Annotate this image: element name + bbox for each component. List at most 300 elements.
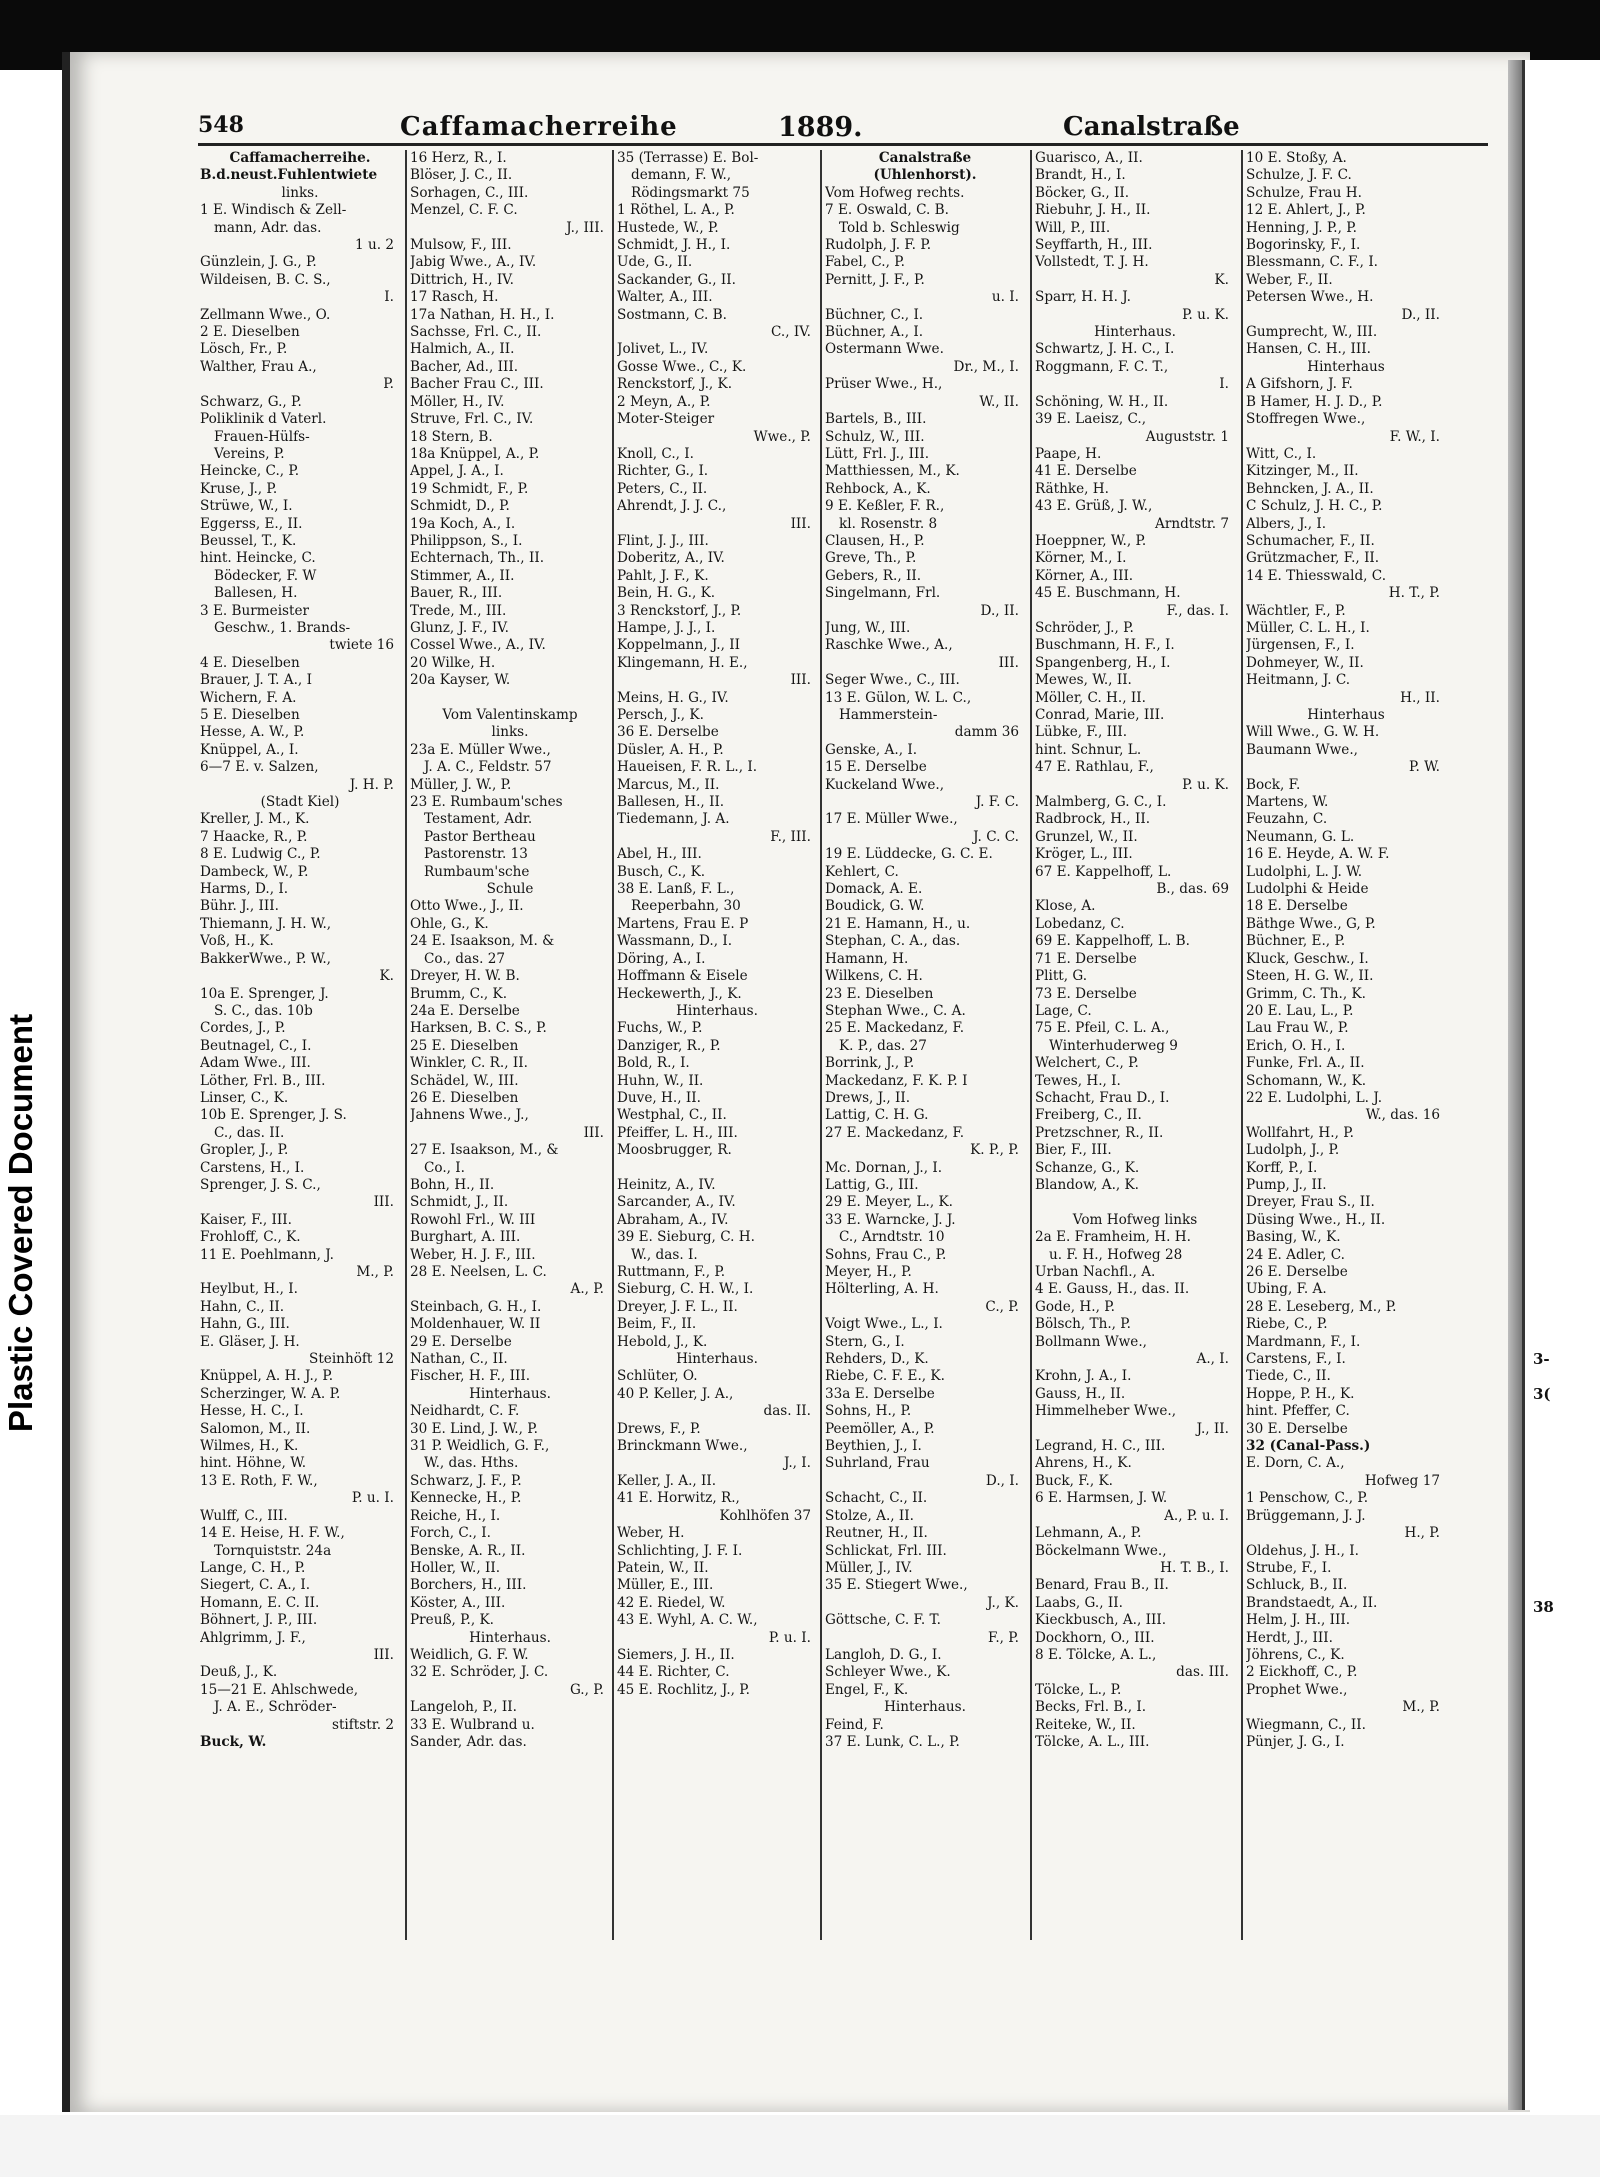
directory-entry: 20 E. Lau, L., P. — [1246, 1002, 1354, 1019]
directory-entry: Bartels, B., III. — [825, 411, 927, 428]
directory-entry: Ahlgrimm, J. F., — [200, 1629, 306, 1646]
directory-entry: 36 E. Derselbe — [617, 724, 719, 741]
directory-entry: Doberitz, A., IV. — [617, 550, 725, 567]
directory-entry: Moldenhauer, W. II — [410, 1316, 541, 1333]
directory-entry: Abraham, A., IV. — [617, 1211, 729, 1228]
directory-entry: Körner, M., I. — [1035, 550, 1127, 567]
directory-entry: Radbrock, H., II. — [1035, 811, 1151, 828]
directory-entry: Weidlich, G. F. W. — [410, 1646, 529, 1663]
directory-entry: Mc. Dornan, J., I. — [825, 1159, 943, 1176]
directory-entry: Kehlert, C. — [825, 863, 899, 880]
directory-entry: 32 E. Schröder, J. C. — [410, 1664, 549, 1681]
directory-entry: Schulz, W., III. — [825, 428, 925, 445]
directory-entry: Prüser Wwe., H., — [825, 376, 943, 393]
directory-entry: Forch, C., I. — [410, 1525, 491, 1542]
directory-entry: Mulsow, F., III. — [410, 237, 512, 254]
directory-entry: Preuß, P., K. — [410, 1612, 494, 1629]
directory-entry: Kluck, Geschw., I. — [1246, 950, 1369, 967]
directory-entry: Böckelmann Wwe., — [1035, 1542, 1167, 1559]
directory-entry: 42 E. Riedel, W. — [617, 1594, 726, 1611]
directory-entry: links. — [281, 184, 319, 201]
directory-entry: Schumacher, F., II. — [1246, 532, 1375, 549]
directory-entry: Blessmann, C. F., I. — [1246, 254, 1379, 271]
directory-entry: Ubing, F. A. — [1246, 1281, 1327, 1298]
directory-entry: Borrink, J., P. — [825, 1055, 915, 1072]
directory-entry: Langeloh, P., II. — [410, 1699, 517, 1716]
directory-entry: 69 E. Kappelhoff, L. B. — [1035, 933, 1190, 950]
directory-entry: 37 E. Lunk, C. L., P. — [825, 1733, 960, 1750]
directory-entry: 6—7 E. v. Salzen, — [200, 759, 319, 776]
directory-entry: Plitt, G. — [1035, 968, 1088, 985]
scanner-background-bottom — [0, 2115, 1600, 2177]
directory-entry: F., III. — [770, 828, 811, 845]
directory-entry: Knoll, C., I. — [617, 445, 695, 462]
directory-entry: J., K. — [987, 1594, 1019, 1611]
directory-entry: Bödecker, F. W — [214, 567, 317, 584]
directory-entry: Richter, G., I. — [617, 463, 709, 480]
directory-entry: Spangenberg, H., I. — [1035, 654, 1171, 671]
directory-entry: W., II. — [979, 393, 1019, 410]
directory-entry: Legrand, H. C., III. — [1035, 1438, 1166, 1455]
directory-entry: 35 E. Stiegert Wwe., — [825, 1577, 968, 1594]
directory-entry: 67 E. Kappelhoff, L. — [1035, 863, 1172, 880]
directory-entry: Hinterhaus. — [469, 1385, 551, 1402]
directory-entry: Auguststr. 1 — [1145, 428, 1229, 445]
directory-entry: Peters, C., II. — [617, 480, 708, 497]
directory-entry: Frohloff, C., K. — [200, 1229, 301, 1246]
directory-entry: Henning, J. P., P. — [1246, 219, 1357, 236]
directory-entry: B Hamer, H. J. D., P. — [1246, 393, 1383, 410]
directory-entry: Harms, D., I. — [200, 881, 289, 898]
directory-entry: Räthke, H. — [1035, 480, 1109, 497]
directory-entry: 7 Haacke, R., P. — [200, 828, 308, 845]
directory-entry: 26 E. Dieselben — [410, 1089, 519, 1106]
directory-entry: Gode, H., P. — [1035, 1298, 1115, 1315]
directory-entry: Oldehus, J. H., I. — [1246, 1542, 1359, 1559]
directory-entry: Carstens, H., I. — [200, 1159, 305, 1176]
directory-entry: Brauer, J. T. A., I — [200, 672, 312, 689]
directory-entry: J. A. C., Feldstr. 57 — [424, 759, 552, 776]
directory-entry: Benske, A. R., II. — [410, 1542, 526, 1559]
directory-entry: M., P. — [1402, 1699, 1440, 1716]
directory-entry: 10b E. Sprenger, J. S. — [200, 1107, 347, 1124]
directory-entry: Hinterhaus. — [469, 1629, 551, 1646]
directory-entry: 41 E. Derselbe — [1035, 463, 1137, 480]
directory-entry: Menzel, C. F. C. — [410, 202, 518, 219]
directory-entry: Kaiser, F., III. — [200, 1211, 292, 1228]
left-running-title: Caffamacherreihe — [400, 112, 678, 142]
directory-entry: Hustede, W., P. — [617, 219, 719, 236]
directory-entry: Stephan, C. A., das. — [825, 933, 961, 950]
directory-entry: Knüppel, A., I. — [200, 741, 299, 758]
directory-entry: Benard, Frau B., II. — [1035, 1577, 1169, 1594]
directory-entry: Klingemann, H. E., — [617, 654, 748, 671]
directory-entry: Stimmer, A., II. — [410, 567, 515, 584]
directory-entry: Reutner, H., II. — [825, 1525, 928, 1542]
directory-entry: III. — [790, 515, 811, 532]
directory-entry: Löther, Frl. B., III. — [200, 1072, 326, 1089]
directory-entry: Schanze, G., K. — [1035, 1159, 1140, 1176]
directory-entry: Deuß, J., K. — [200, 1664, 278, 1681]
directory-entry: Schlickat, Frl. III. — [825, 1542, 947, 1559]
directory-entry: 23 E. Rumbaum'sches — [410, 794, 563, 811]
directory-entry: Pernitt, J. F., P. — [825, 271, 925, 288]
directory-entry: Struve, Frl. C., IV. — [410, 411, 534, 428]
directory-entry: Suhrland, Frau — [825, 1455, 930, 1472]
directory-entry: Heinitz, A., IV. — [617, 1176, 716, 1193]
directory-entry: Gumprecht, W., III. — [1246, 324, 1378, 341]
directory-entry: Schluck, B., II. — [1246, 1577, 1348, 1594]
directory-entry: Canalstraße — [878, 150, 972, 166]
directory-entry: Duve, H., II. — [617, 1089, 701, 1106]
directory-entry: Grimm, C. Th., K. — [1246, 985, 1366, 1002]
directory-entry: J. C. C. — [973, 828, 1019, 845]
directory-entry: Hoeppner, W., P. — [1035, 532, 1147, 549]
directory-entry: H., II. — [1400, 689, 1440, 706]
directory-entry: Steinbach, G. H., I. — [410, 1298, 542, 1315]
directory-entry: Sohns, H., P. — [825, 1403, 912, 1420]
directory-entry: Schöning, W. H., II. — [1035, 393, 1169, 410]
directory-entry: 1 Röthel, L. A., P. — [617, 202, 735, 219]
directory-entry: 13 E. Roth, F. W., — [200, 1472, 318, 1489]
page-edge — [1508, 60, 1522, 2110]
directory-entry: Beutnagel, C., I. — [200, 1037, 312, 1054]
directory-entry: Döring, A., I. — [617, 950, 706, 967]
directory-entry: Himmelheber Wwe., — [1035, 1403, 1177, 1420]
directory-entry: Rowohl Frl., W. III — [410, 1211, 536, 1228]
directory-entry: Korff, P., I. — [1246, 1159, 1318, 1176]
directory-entry: das. II. — [763, 1403, 811, 1420]
directory-entry: hint. Heincke, C. — [200, 550, 316, 567]
column-2 — [410, 150, 610, 1940]
directory-entry: 13 E. Gülon, W. L. C., — [825, 689, 972, 706]
directory-entry: P. W. — [1409, 759, 1440, 776]
directory-entry: W., das. 16 — [1365, 1107, 1440, 1124]
directory-entry: Gosse Wwe., C., K. — [617, 358, 747, 375]
directory-entry: 17 E. Müller Wwe., — [825, 811, 958, 828]
directory-entry: 14 E. Thiesswald, C. — [1246, 567, 1387, 584]
directory-entry: 22 E. Ludolphi, L. J. — [1246, 1089, 1383, 1106]
directory-entry: 3 Renckstorf, J., P. — [617, 602, 742, 619]
directory-entry: Steen, H. G. W., II. — [1246, 968, 1374, 985]
directory-entry: J., III. — [566, 219, 604, 236]
directory-entry: Grunzel, W., II. — [1035, 828, 1138, 845]
directory-entry: Böcker, G., II. — [1035, 184, 1130, 201]
directory-entry: Kreller, J. M., K. — [200, 811, 310, 828]
directory-entry: Mackedanz, F. K. P. I — [825, 1072, 968, 1089]
directory-entry: Winterhuderweg 9 — [1049, 1037, 1178, 1054]
directory-entry: Will, P., III. — [1035, 219, 1111, 236]
directory-entry: Brüggemann, J. J. — [1246, 1507, 1366, 1524]
directory-entry: 16 Herz, R., I. — [410, 150, 507, 166]
directory-entry: Malmberg, G. C., I. — [1035, 794, 1167, 811]
directory-entry: Westphal, C., II. — [617, 1107, 727, 1124]
directory-entry: Bölsch, Th., P. — [1035, 1316, 1132, 1333]
directory-entry: 5 E. Dieselben — [200, 707, 300, 723]
directory-entry: Wulff, C., III. — [200, 1507, 288, 1524]
directory-entry: C., IV. — [770, 324, 811, 341]
directory-entry: Funke, Frl. A., II. — [1246, 1055, 1365, 1072]
directory-entry: Tornquiststr. 24a — [214, 1542, 332, 1559]
directory-entry: 28 E. Neelsen, L. C. — [410, 1264, 547, 1280]
directory-entry: Hölterling, A. H. — [825, 1281, 939, 1298]
directory-entry: Sparr, H. H. J. — [1035, 289, 1131, 306]
directory-entry: 47 E. Rathlau, F., — [1035, 759, 1154, 776]
directory-entry: Mewes, W., II. — [1035, 672, 1132, 689]
year-title: 1889. — [778, 112, 863, 143]
directory-entry: Sackander, G., II. — [617, 271, 736, 288]
directory-entry: 7 E. Oswald, C. B. — [825, 202, 949, 219]
directory-entry: Wwe., P. — [753, 428, 811, 445]
directory-entry: Ohle, G., K. — [410, 915, 489, 932]
directory-entry: Feuzahn, C. — [1246, 811, 1328, 828]
directory-entry: Stern, G., I. — [825, 1333, 905, 1350]
directory-entry: Told b. Schleswig — [839, 219, 960, 236]
directory-entry: G., P. — [569, 1681, 604, 1698]
directory-entry: Peemöller, A., P. — [825, 1420, 935, 1437]
directory-entry: Seger Wwe., C., III. — [825, 672, 960, 689]
directory-entry: Lattig, C. H. G. — [825, 1107, 929, 1124]
right-running-title: Canalstraße — [1063, 112, 1240, 142]
directory-entry: Reiteke, W., II. — [1035, 1716, 1136, 1733]
directory-entry: Hoppe, P. H., K. — [1246, 1385, 1355, 1402]
directory-entry: Pahlt, J. F., K. — [617, 567, 709, 584]
directory-entry: Wilkens, C. H. — [825, 968, 923, 985]
directory-entry: Pastor Bertheau — [424, 828, 536, 845]
directory-entry: Engel, F., K. — [825, 1681, 909, 1698]
directory-entry: 28 E. Leseberg, M., P. — [1246, 1298, 1397, 1315]
directory-entry: das. III. — [1176, 1664, 1229, 1681]
directory-entry: 40 P. Keller, J. A., — [617, 1385, 734, 1402]
directory-entry: Klose, A. — [1035, 898, 1096, 915]
directory-entry: Baumann Wwe., — [1246, 741, 1358, 758]
directory-entry: Rödingsmarkt 75 — [631, 184, 750, 201]
directory-entry: Dittrich, H., IV. — [410, 271, 514, 288]
directory-entry: J., I. — [783, 1455, 811, 1472]
directory-entry: Kieckbusch, A., III. — [1035, 1612, 1167, 1629]
directory-entry: Co., I. — [424, 1159, 466, 1176]
directory-entry: Reiche, H., I. — [410, 1507, 501, 1524]
directory-entry: Huhn, W., II. — [617, 1072, 704, 1089]
directory-entry: Appel, J. A., I. — [410, 463, 504, 480]
directory-entry: 15 E. Derselbe — [825, 759, 927, 776]
directory-entry: Trede, M., III. — [410, 602, 507, 619]
directory-entry: Paape, H. — [1035, 445, 1102, 462]
directory-entry: Boudick, G. W. — [825, 898, 925, 915]
column-5 — [1035, 150, 1235, 1940]
directory-entry: Brandt, H., I. — [1035, 167, 1126, 184]
directory-entry: Kennecke, H., P. — [410, 1490, 522, 1507]
directory-entry: Köster, A., III. — [410, 1594, 506, 1611]
directory-entry: Weber, F., II. — [1246, 271, 1333, 288]
directory-entry: Jürgensen, F., I. — [1246, 637, 1355, 654]
directory-entry: Göttsche, C. F. T. — [825, 1612, 941, 1629]
directory-entry: Linser, C., K. — [200, 1089, 289, 1106]
page-number: 548 — [198, 112, 244, 138]
directory-entry: Vollstedt, T. J. H. — [1035, 254, 1149, 271]
directory-entry: Gauss, H., II. — [1035, 1385, 1126, 1402]
directory-entry: Vom Hofweg links — [1072, 1211, 1198, 1228]
directory-entry: 45 E. Rochlitz, J., P. — [617, 1681, 751, 1698]
directory-entry: 23a E. Müller Wwe., — [410, 741, 551, 758]
directory-entry: Schacht, Frau D., I. — [1035, 1089, 1170, 1106]
directory-entry: Hahn, G., III. — [200, 1316, 290, 1333]
directory-entry — [410, 690, 610, 707]
directory-entry: Burghart, A. III. — [410, 1229, 521, 1246]
directory-entry: Bacher, Ad., III. — [410, 358, 519, 375]
directory-entry: Beussel, T., K. — [200, 532, 297, 549]
directory-entry: Seyffarth, H., III. — [1035, 237, 1153, 254]
directory-entry: Siemers, J. H., II. — [617, 1646, 735, 1663]
directory-entry: B.d.neust.Fuhlentwiete — [200, 167, 378, 184]
directory-entry: Otto Wwe., J., II. — [410, 898, 524, 915]
directory-entry: S. C., das. 10b — [214, 1002, 313, 1019]
column-3 — [617, 150, 817, 1940]
directory-entry: Grützmacher, F., II. — [1246, 550, 1380, 567]
directory-entry: C., P. — [985, 1298, 1019, 1315]
directory-entry: 39 E. Sieburg, C. H. — [617, 1229, 755, 1246]
directory-entry: Büchner, E., P. — [1246, 933, 1346, 950]
directory-entry: 38 E. Lanß, F. L., — [617, 881, 735, 898]
directory-entry: Hansen, C. H., III. — [1246, 341, 1371, 358]
neighbor-text: 38 — [1533, 1598, 1554, 1616]
directory-entry: Raschke Wwe., A., — [825, 637, 953, 654]
directory-entry: Ostermann Wwe. — [825, 341, 944, 358]
directory-entry: Sander, Adr. das. — [410, 1733, 527, 1750]
directory-entry: Wächtler, F., P. — [1246, 602, 1346, 619]
directory-entry: H., P. — [1404, 1525, 1440, 1542]
neighbor-text: 3- — [1533, 1350, 1550, 1368]
directory-entry: Bier, F., III. — [1035, 1142, 1112, 1159]
directory-entry: kl. Rosenstr. 8 — [839, 515, 938, 532]
directory-entry: Carstens, F., I. — [1246, 1351, 1346, 1368]
directory-entry: III. — [583, 1124, 604, 1141]
directory-entry: Tiedemann, J. A. — [617, 811, 730, 828]
directory-entry: Arndtstr. 7 — [1155, 515, 1229, 532]
directory-entry: 3 E. Burmeister — [200, 602, 310, 619]
directory-entry: 24 E. Isaakson, M. & — [410, 933, 555, 950]
directory-entry: Danziger, R., P. — [617, 1037, 721, 1054]
directory-entry: Marcus, M., II. — [617, 776, 720, 793]
directory-entry: Schwarz, G., P. — [200, 393, 302, 410]
directory-entry: 10 E. Stoßy, A. — [1246, 150, 1347, 166]
directory-entry: Hampe, J. J., I. — [617, 619, 716, 636]
directory-entry: Freiberg, C., II. — [1035, 1107, 1142, 1124]
directory-entry: Jung, W., III. — [825, 619, 911, 636]
header-rule — [198, 143, 1488, 146]
directory-entry: Caffamacherreihe. — [229, 150, 371, 166]
directory-entry: Hinterhaus. — [676, 1351, 758, 1368]
directory-entry: E. Dorn, C. A., — [1246, 1455, 1345, 1472]
directory-entry: Vom Hofweg rechts. — [825, 184, 965, 201]
directory-entry: III. — [373, 1194, 394, 1211]
column-divider — [405, 150, 407, 1940]
directory-entry: hint. Schnur, L. — [1035, 741, 1142, 758]
directory-entry: Conrad, Marie, III. — [1035, 707, 1165, 723]
column-divider — [1241, 150, 1243, 1940]
directory-entry: Sostmann, C. B. — [617, 306, 727, 323]
directory-entry: 8 E. Ludwig C., P. — [200, 846, 321, 863]
directory-entry: Jöhrens, C., K. — [1246, 1646, 1345, 1663]
directory-entry: B., das. 69 — [1156, 881, 1229, 898]
directory-entry: Walter, A., III. — [617, 289, 713, 306]
directory-entry: Büchner, C., I. — [825, 306, 924, 323]
directory-entry: Schmidt, J. H., I. — [617, 237, 731, 254]
directory-entry: Laabs, G., II. — [1035, 1594, 1123, 1611]
directory-entry: 21 E. Hamann, H., u. — [825, 915, 971, 932]
directory-entry: 2 Eickhoff, C., P. — [1246, 1664, 1358, 1681]
directory-entry: twiete 16 — [329, 637, 394, 654]
directory-entry: Neumann, G. L. — [1246, 828, 1355, 845]
directory-entry — [617, 1160, 817, 1177]
directory-entry: Schmidt, J., II. — [410, 1194, 509, 1211]
directory-entry: Bein, H. G., K. — [617, 585, 716, 602]
column-4 — [825, 150, 1025, 1940]
directory-entry: Hoffmann & Eisele — [617, 968, 748, 985]
directory-entry: Brinckmann Wwe., — [617, 1438, 748, 1455]
directory-entry: Clausen, H., P. — [825, 532, 925, 549]
directory-entry: Hammerstein- — [839, 707, 938, 723]
directory-entry: Strube, F., I. — [1246, 1559, 1332, 1576]
directory-entry: Hinterhaus. — [676, 1002, 758, 1019]
directory-entry: Sieburg, C. H. W., I. — [617, 1281, 754, 1298]
directory-entry: 18 Stern, B. — [410, 428, 493, 445]
directory-entry: Sorhagen, C., III. — [410, 184, 529, 201]
directory-entry: Sachsse, Frl. C., II. — [410, 324, 542, 341]
directory-entry: Glunz, J. F., IV. — [410, 619, 509, 636]
directory-entry: Greve, Th., P. — [825, 550, 917, 567]
directory-entry: Frauen-Hülfs- — [214, 428, 310, 445]
directory-entry: Abel, H., III. — [617, 846, 702, 863]
column-1 — [200, 150, 400, 1940]
directory-entry: 26 E. Derselbe — [1246, 1264, 1348, 1280]
directory-entry: Urban Nachfl., A. — [1035, 1264, 1156, 1280]
directory-entry: Sarcander, A., IV. — [617, 1194, 736, 1211]
directory-entry: Voigt Wwe., L., I. — [825, 1316, 943, 1333]
directory-entry: Weber, H. — [617, 1525, 685, 1542]
column-divider — [612, 150, 614, 1940]
directory-entry: Gebers, R., II. — [825, 567, 922, 584]
column-divider — [1030, 150, 1032, 1940]
directory-entry: (Uhlenhorst). — [873, 167, 977, 184]
directory-entry: Tölcke, A. L., III. — [1035, 1733, 1150, 1750]
directory-entry: 43 E. Grüß, J. W., — [1035, 498, 1153, 515]
directory-entry: C., Arndtstr. 10 — [839, 1229, 945, 1246]
directory-entry: Ludolphi & Heide — [1246, 881, 1369, 898]
directory-entry: M., P. — [356, 1264, 394, 1280]
directory-entry: Albers, J., I. — [1246, 515, 1327, 532]
directory-entry: Eggerss, E., II. — [200, 515, 303, 532]
directory-entry: Bold, R., I. — [617, 1055, 690, 1072]
directory-entry: Roggmann, F. C. T., — [1035, 358, 1169, 375]
directory-entry: III. — [790, 672, 811, 689]
directory-entry: Hinterhaus. — [884, 1699, 966, 1716]
directory-entry: Schmidt, D., P. — [410, 498, 510, 515]
directory-entry: 1 E. Windisch & Zell- — [200, 202, 347, 219]
directory-entry: Blandow, A., K. — [1035, 1176, 1140, 1193]
directory-entry: 19 E. Lüddecke, G. C. E. — [825, 846, 993, 863]
directory-entry: Buck, W. — [200, 1733, 267, 1750]
directory-entry: Singelmann, Frl. — [825, 585, 941, 602]
directory-entry: 15—21 E. Ahlschwede, — [200, 1681, 359, 1698]
directory-entry: 32 (Canal-Pass.) — [1246, 1438, 1371, 1455]
directory-entry: J. A. E., Schröder- — [214, 1699, 337, 1716]
directory-entry: Müller, J., IV. — [825, 1559, 913, 1576]
directory-entry: 41 E. Horwitz, R., — [617, 1490, 740, 1507]
directory-entry: H. T. B., I. — [1160, 1559, 1229, 1576]
directory-entry: Dohmeyer, W., II. — [1246, 654, 1364, 671]
directory-entry: Sprenger, J. S. C., — [200, 1176, 321, 1193]
